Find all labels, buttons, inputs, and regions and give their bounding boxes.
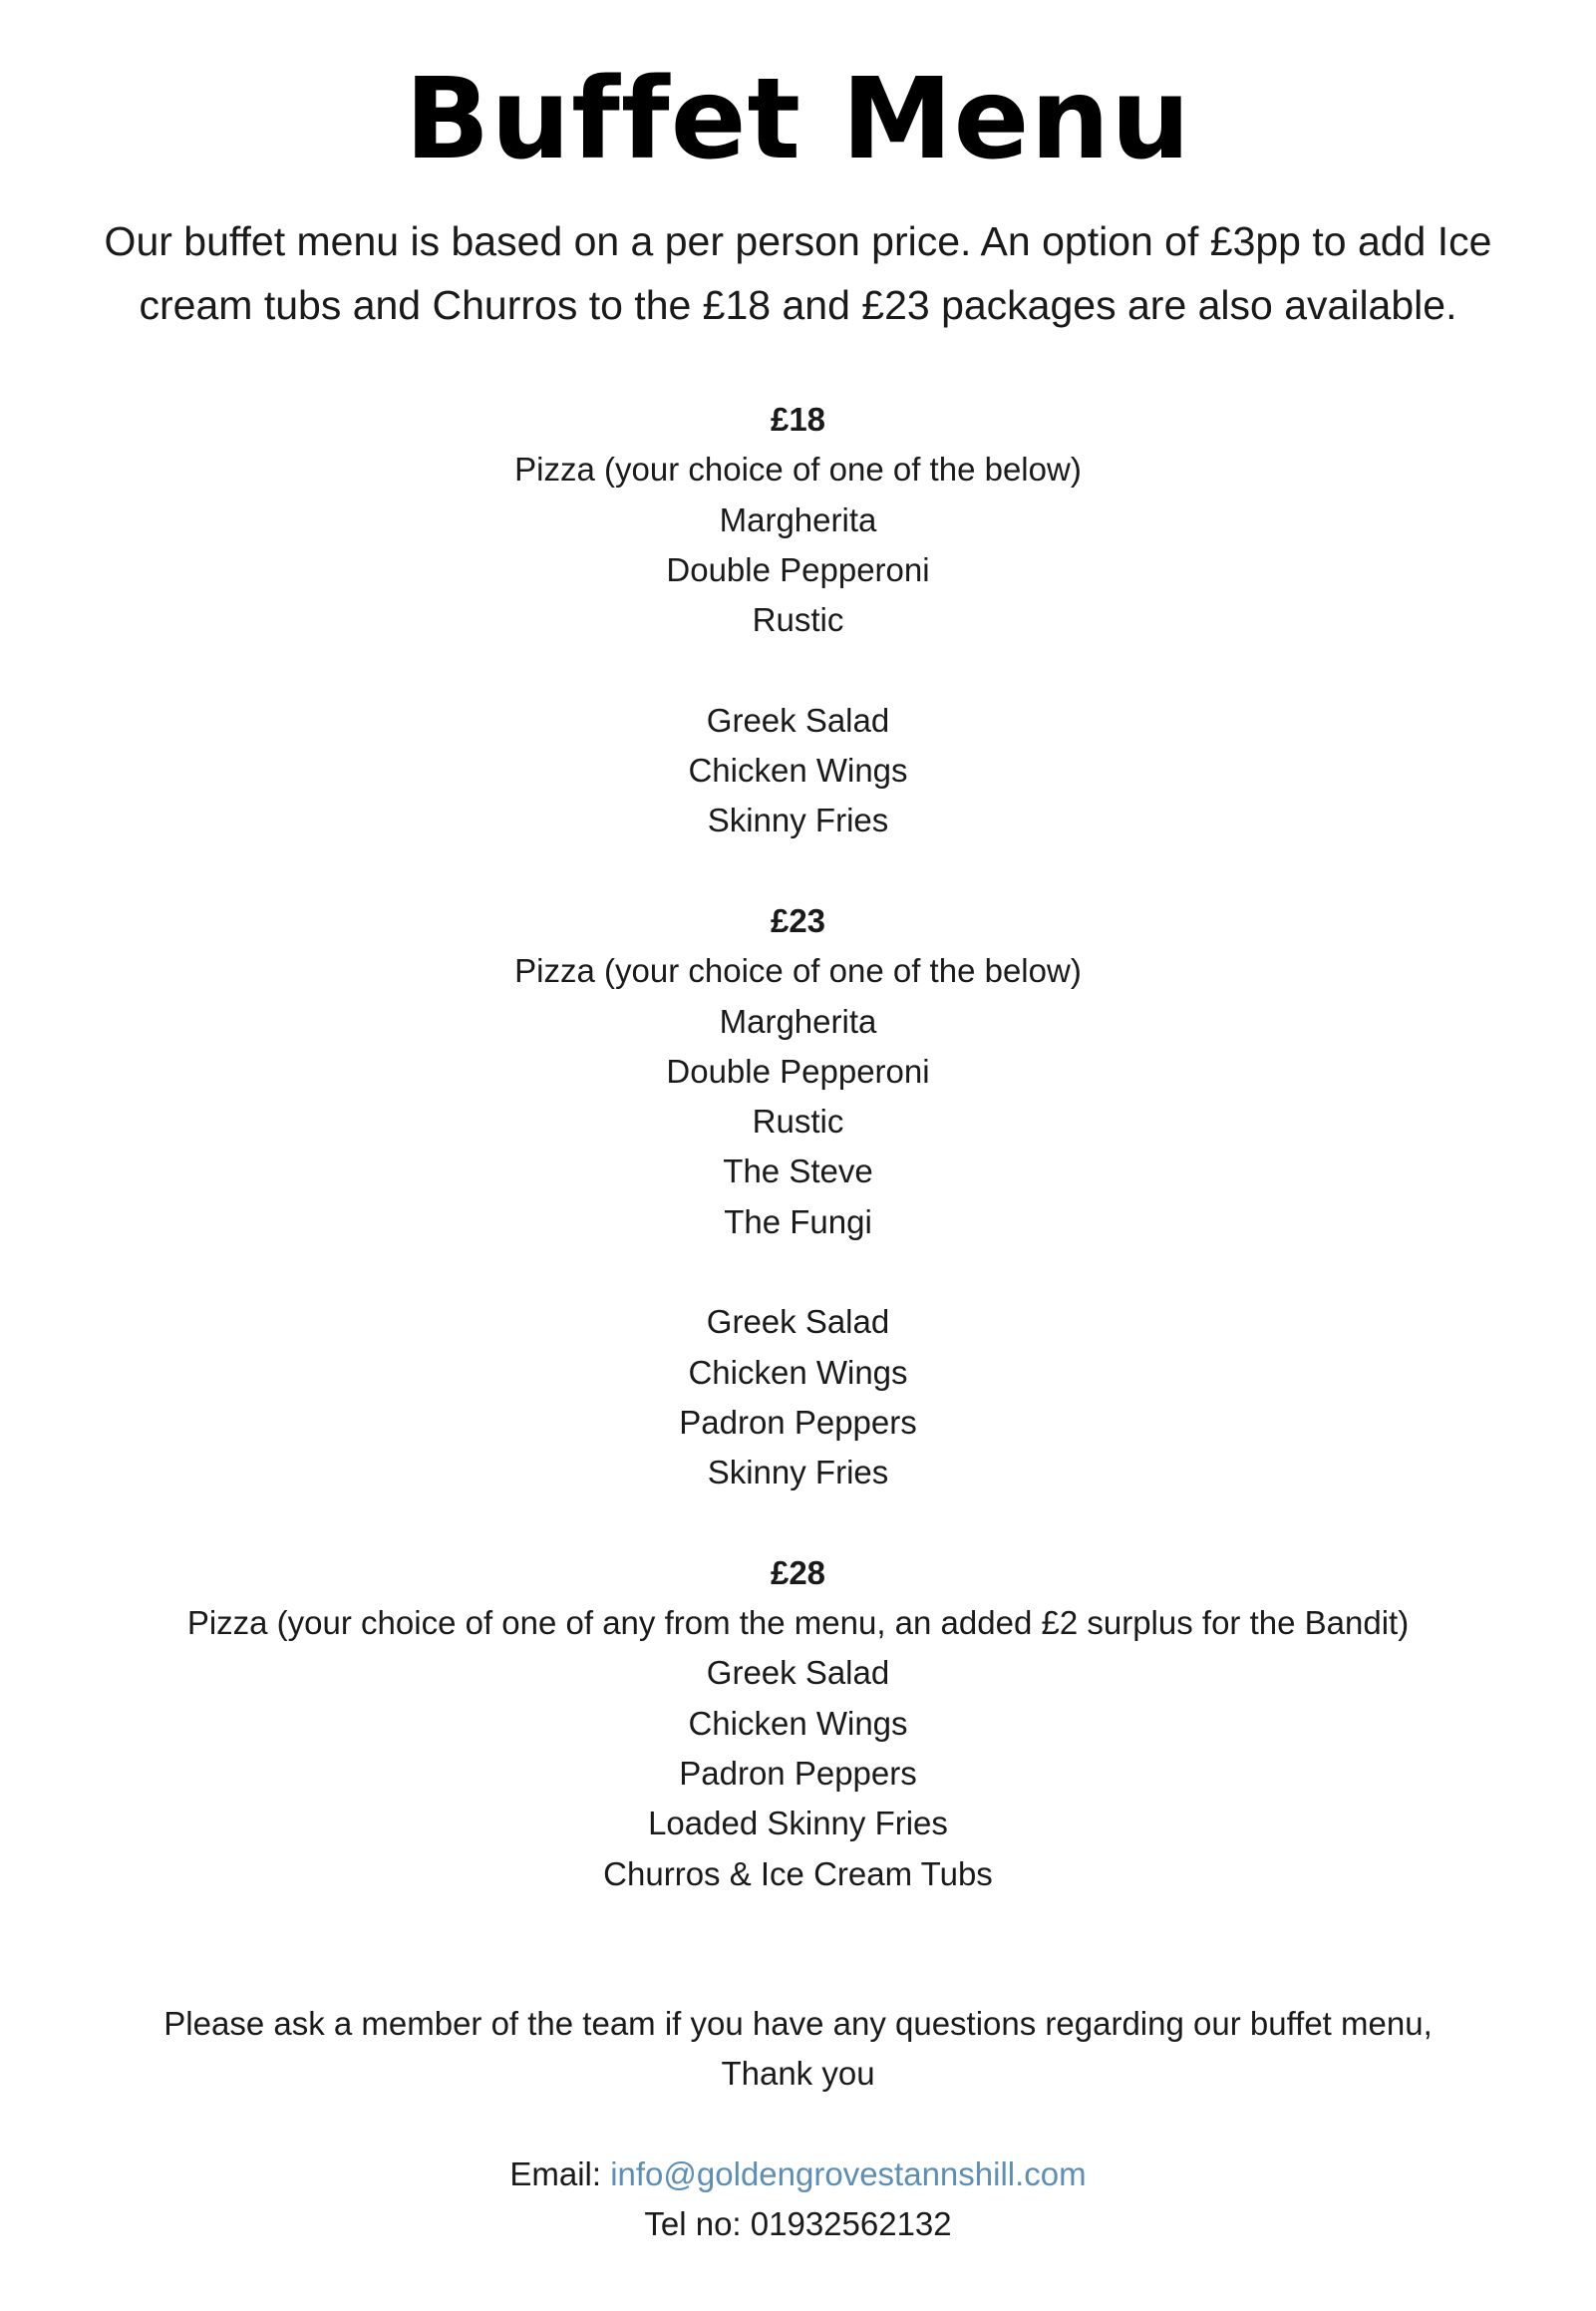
intro-line-1: Our buffet menu is based on a per person price. An option of £3pp to add Ice: [104, 218, 1492, 264]
package-18: [0, 395, 1596, 846]
package-23: [0, 896, 1596, 1498]
menu-item: The Steve: [723, 1153, 873, 1190]
menu-item: Padron Peppers: [679, 1755, 917, 1793]
menu-item: Chicken Wings: [688, 752, 908, 790]
package-price: £18: [770, 401, 826, 438]
menu-item: Rustic: [752, 601, 844, 639]
menu-item: Greek Salad: [706, 701, 890, 739]
phone-line: Tel no: 01932562132: [644, 2205, 952, 2243]
footer: [0, 1999, 1596, 2249]
menu-item: The Fungi: [724, 1202, 872, 1240]
pizza-note: Pizza (your choice of one of the below): [514, 451, 1082, 489]
pizza-note: Pizza (your choice of one of the below): [514, 952, 1082, 990]
pizza-note: Pizza (your choice of one of any from the menu, an added £2 surplus for the Bandit): [186, 1604, 1410, 1642]
menu-item: Loaded Skinny Fries: [648, 1805, 948, 1842]
package-price: £28: [770, 1553, 826, 1591]
menu-item: Double Pepperoni: [666, 1052, 930, 1090]
page-title: Buffet Menu: [405, 55, 1191, 184]
menu-item: Double Pepperoni: [666, 550, 930, 588]
intro-line-2: cream tubs and Churros to the £18 and £23 packages are also available.: [139, 282, 1457, 328]
package-28: [0, 1548, 1596, 1899]
menu-item: Skinny Fries: [707, 1454, 889, 1491]
menu-list: [0, 395, 1596, 2249]
email-line: [0, 2149, 1596, 2199]
menu-item: Chicken Wings: [688, 1704, 908, 1742]
menu-item: Margherita: [719, 1002, 877, 1040]
footer-thanks: Thank you: [721, 2055, 875, 2093]
menu-item: Greek Salad: [706, 1654, 890, 1692]
package-price: £23: [770, 901, 826, 939]
menu-item: Greek Salad: [706, 1303, 890, 1341]
menu-item: Padron Peppers: [679, 1403, 917, 1441]
footer-note: Please ask a member of the team if you have any questions regarding our buffet menu,: [163, 2004, 1433, 2042]
menu-item: Chicken Wings: [688, 1353, 908, 1391]
intro-paragraph: [31, 209, 1566, 337]
email-label: Email:: [509, 2154, 611, 2192]
menu-item: Margherita: [719, 500, 877, 538]
email-link[interactable]: info@goldengrovestannshill.com: [610, 2154, 1087, 2192]
menu-item: Churros & Ice Cream Tubs: [603, 1854, 993, 1892]
menu-item: Skinny Fries: [707, 802, 889, 839]
menu-item: Rustic: [752, 1103, 844, 1141]
